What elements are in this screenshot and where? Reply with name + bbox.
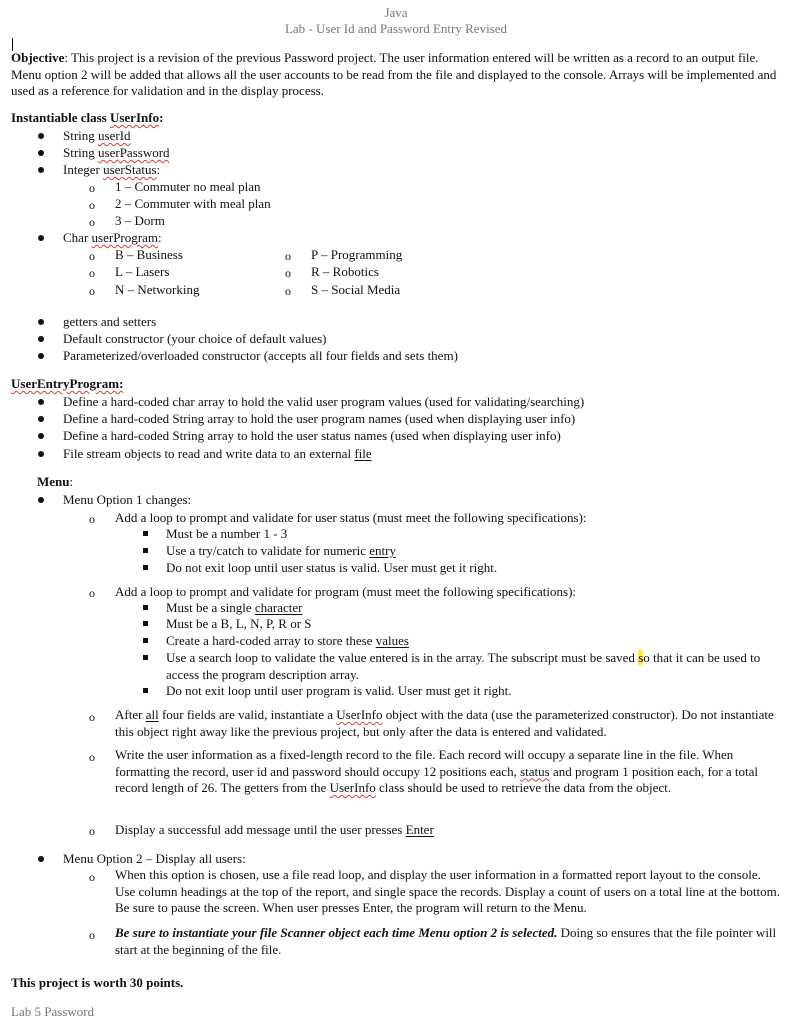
objective-paragraph bbox=[11, 50, 783, 100]
program-item: R – Robotics bbox=[311, 264, 379, 279]
spec-item: Create a hard-coded array to store these values bbox=[166, 633, 409, 648]
spec-item: Do not exit loop until user program is valid. User must get it right. bbox=[166, 683, 512, 698]
spec-item: Must be a single character bbox=[166, 600, 303, 615]
sub-bullet: o bbox=[89, 198, 95, 212]
sub-bullet: o bbox=[89, 710, 95, 724]
objective-text: : This project is a revision of the previous Password project. The user information entered will be written as a record to an output file. Menu option 2 will be added that allows all the user accounts to be read from the file and displayed to the console. Arrays will be implemented and used as a reference for validation and in the display process. bbox=[11, 50, 777, 98]
status-item: 3 – Dorm bbox=[115, 213, 165, 228]
square-bullet bbox=[143, 548, 148, 553]
spec-item: Must be a number 1 - 3 bbox=[166, 526, 288, 541]
option2-paragraph: When this option is chosen, use a file read loop, and display the user information in a formatted report layout to the console. Use column headings at the top of the report, and single space the records. Display a count of users on a total line at the bottom. Be sure to pause the screen. When user presses Enter, the program will return to the Menu. bbox=[115, 867, 780, 915]
spec-item: Must be a B, L, N, P, R or S bbox=[166, 616, 312, 631]
square-bullet bbox=[143, 621, 148, 626]
sub-bullet: o bbox=[285, 266, 291, 280]
method-item: Default constructor (your choice of default values) bbox=[63, 331, 327, 346]
bullet bbox=[38, 433, 44, 439]
page-footer: Lab 5 Password bbox=[11, 1004, 95, 1019]
status-item: 2 – Commuter with meal plan bbox=[115, 196, 271, 211]
bullet bbox=[38, 167, 44, 173]
bullet bbox=[38, 319, 44, 325]
sub-bullet: o bbox=[89, 870, 95, 884]
menu-option1: Menu Option 1 changes: bbox=[63, 492, 192, 507]
bullet bbox=[38, 336, 44, 342]
sub-bullet: o bbox=[89, 181, 95, 195]
square-bullet bbox=[143, 655, 148, 660]
entry-item: File stream objects to read and write data to an external file bbox=[63, 446, 372, 461]
field-userpassword: String userPassword bbox=[63, 145, 170, 160]
sub-bullet: o bbox=[89, 215, 95, 229]
header-title: Lab - User Id and Password Entry Revised bbox=[284, 21, 508, 36]
sub-bullet: o bbox=[89, 824, 95, 838]
entry-item: Define a hard-coded char array to hold the valid user program values (used for validating/searching) bbox=[63, 394, 585, 409]
spec-item: Do not exit loop until user status is valid. User must get it right. bbox=[166, 560, 498, 575]
display-message: Display a successful add message until the user presses Enter bbox=[115, 822, 434, 837]
userinfo-heading: Instantiable class UserInfo: bbox=[11, 110, 164, 125]
program-item: P – Programming bbox=[311, 247, 403, 262]
spec-item: Use a search loop to validate the value entered is in the array. The subscript must be saved so that it can be used to access the program description array. bbox=[166, 650, 761, 682]
status-loop: Add a loop to prompt and validate for user status (must meet the following specifications): bbox=[115, 510, 587, 525]
bullet bbox=[38, 399, 44, 405]
points-note: This project is worth 30 points. bbox=[11, 975, 184, 990]
status-item: 1 – Commuter no meal plan bbox=[115, 179, 261, 194]
sub-bullet: o bbox=[89, 266, 95, 280]
program-item: N – Networking bbox=[115, 282, 200, 297]
bullet bbox=[38, 497, 44, 503]
entry-item: Define a hard-coded String array to hold the user program names (used when displaying user info) bbox=[63, 411, 576, 426]
program-item: B – Business bbox=[115, 247, 183, 262]
bullet bbox=[38, 451, 44, 457]
program-loop: Add a loop to prompt and validate for program (must meet the following specifications): bbox=[115, 584, 577, 599]
method-item: getters and setters bbox=[63, 314, 157, 329]
method-item: Parameterized/overloaded constructor (accepts all four fields and sets them) bbox=[63, 348, 458, 363]
bullet bbox=[38, 416, 44, 422]
spec-item: Use a try/catch to validate for numeric entry bbox=[166, 543, 396, 558]
sub-bullet: o bbox=[89, 750, 95, 764]
program-item: S – Social Media bbox=[311, 282, 401, 297]
sub-bullet: o bbox=[89, 586, 95, 600]
sub-bullet: o bbox=[89, 928, 95, 942]
sub-bullet: o bbox=[285, 249, 291, 263]
square-bullet bbox=[143, 688, 148, 693]
bullet bbox=[38, 150, 44, 156]
field-userstatus: Integer userStatus: bbox=[63, 162, 161, 177]
write-record-paragraph: Write the user information as a fixed-length record to the file. Each record will occupy a separate line in the file. When formatting the record, user id and password should occupy 12 positions each, status and program 1 position each, for a total record length of 26. The getters from the UserInfo class should be used to retrieve the data from the object. bbox=[115, 747, 759, 795]
bullet bbox=[38, 235, 44, 241]
field-userprogram: Char userProgram: bbox=[63, 230, 162, 245]
bullet bbox=[38, 133, 44, 139]
entry-item: Define a hard-coded String array to hold the user status names (used when displaying user info) bbox=[63, 428, 561, 443]
menu-option2: Menu Option 2 – Display all users: bbox=[63, 851, 246, 866]
header-course: Java bbox=[384, 5, 408, 20]
square-bullet bbox=[143, 531, 148, 536]
menu-heading: Menu: bbox=[37, 474, 74, 489]
bullet bbox=[38, 353, 44, 359]
square-bullet bbox=[143, 605, 148, 610]
objective-label: Objective bbox=[11, 50, 65, 65]
square-bullet bbox=[143, 638, 148, 643]
sub-bullet: o bbox=[89, 249, 95, 263]
program-item: L – Lasers bbox=[115, 264, 170, 279]
sub-bullet: o bbox=[285, 284, 291, 298]
after-fields-paragraph: After all four fields are valid, instantiate a UserInfo object with the data (use the parameterized constructor). Do not instantiate this object right away like the previous project, but only after the data is entered and validated. bbox=[115, 707, 774, 739]
entry-heading: UserEntryProgram: bbox=[11, 376, 124, 391]
sub-bullet: o bbox=[89, 284, 95, 298]
scanner-paragraph: Be sure to instantiate your file Scanner object each time Menu option 2 is selected. Doing so ensures that the file pointer will start at the beginning of the file. bbox=[115, 925, 777, 957]
field-userid: String userId bbox=[63, 128, 131, 143]
sub-bullet: o bbox=[89, 512, 95, 526]
bullet bbox=[38, 856, 44, 862]
square-bullet bbox=[143, 565, 148, 570]
